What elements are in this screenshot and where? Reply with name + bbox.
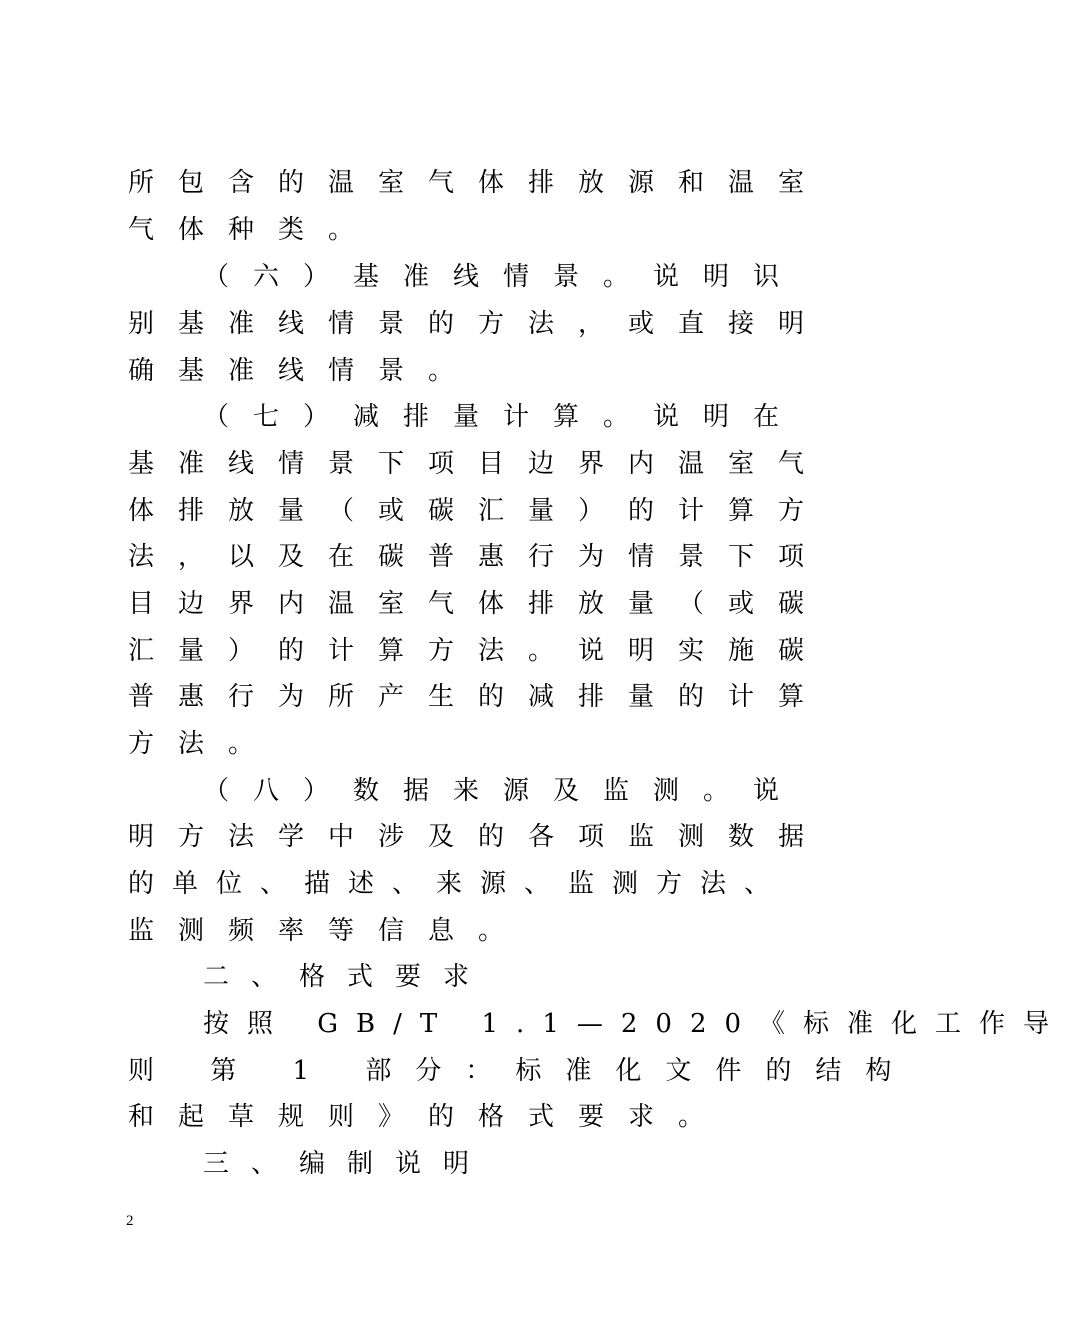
format-requirement-line: 和起草规则》的格式要求。 — [128, 1102, 729, 1132]
body-text-line: 法，以及在碳普惠行为情景下项 — [128, 542, 829, 572]
body-text-line: 方法。 — [128, 729, 279, 759]
section-six-heading-line: （六）基准线情景。说明识 — [203, 262, 804, 292]
section-seven-heading-line: （七）减排量计算。说明在 — [203, 402, 804, 432]
page-number: 2 — [126, 1213, 134, 1229]
section-two-heading: 二、格式要求 — [203, 962, 492, 992]
format-requirement-line: 则 第 1 部分：标准化文件的结构 — [128, 1056, 916, 1086]
body-text-line: 明方法学中涉及的各项监测数据 — [128, 822, 829, 852]
body-text-line: 普惠行为所产生的减排量的计算 — [128, 682, 829, 712]
body-text-line: 汇量）的计算方法。说明实施碳 — [128, 636, 829, 666]
body-text-line: 气体种类。 — [128, 215, 379, 245]
body-text-line: 目边界内温室气体排放量（或碳 — [128, 589, 829, 619]
body-text-line: 体排放量（或碳汇量）的计算方 — [128, 496, 829, 526]
body-text-line: 基准线情景下项目边界内温室气 — [128, 449, 829, 479]
body-text-line: 所包含的温室气体排放源和温室 — [128, 168, 829, 198]
body-text-line: 的单位、描述、来源、监测方法、 — [128, 869, 789, 899]
body-text-line: 别基准线情景的方法，或直接明 — [128, 309, 829, 339]
section-eight-heading-line: （八）数据来源及监测。说 — [203, 776, 804, 806]
body-text-line: 监测频率等信息。 — [128, 916, 529, 946]
format-requirement-line: 按照 GB/T 1.1—2020《标准化工作导 — [203, 1009, 1067, 1039]
body-text-line: 确基准线情景。 — [128, 356, 479, 386]
section-three-heading: 三、编制说明 — [203, 1149, 492, 1179]
